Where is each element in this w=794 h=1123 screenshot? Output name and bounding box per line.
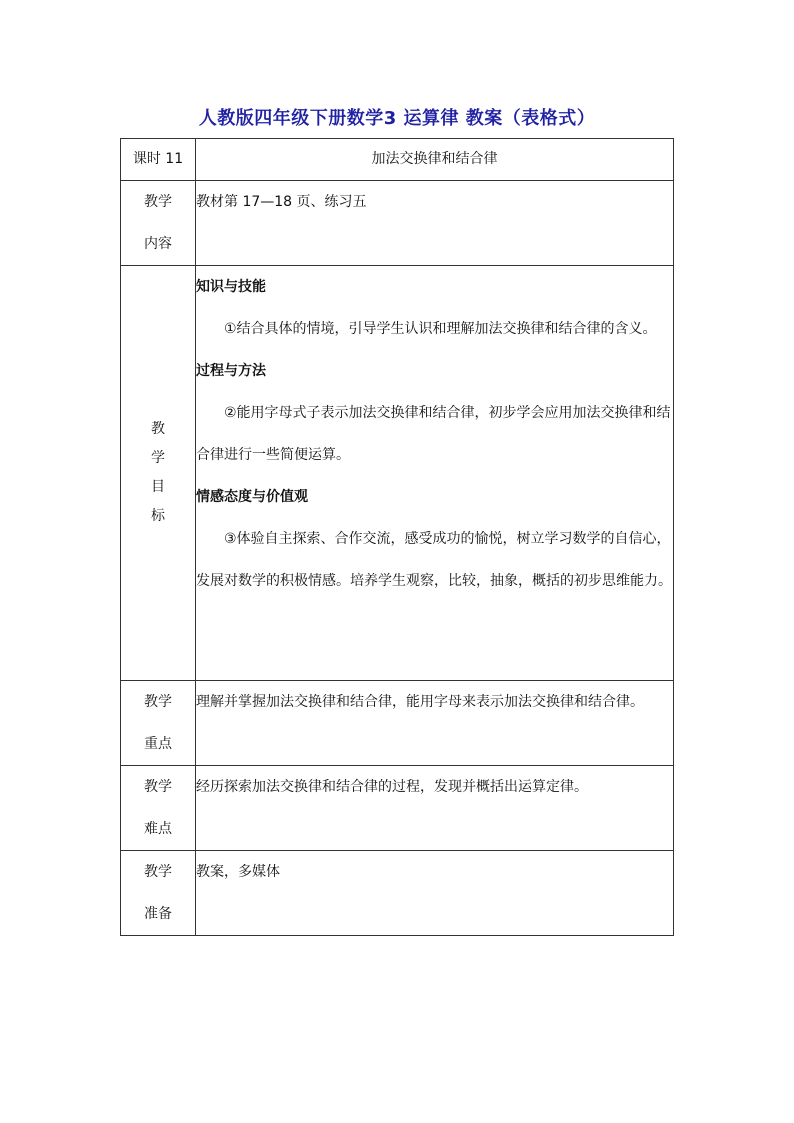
table-row-key-points [121, 681, 674, 766]
content-label-cell [121, 181, 196, 266]
preparation-text-cell: 教案，多媒体 [196, 851, 674, 936]
key-points-label-cell [121, 681, 196, 766]
knowledge-text: ①结合具体的情境，引导学生认识和理解加法交换律和结合律的含义。 [224, 321, 657, 337]
content-label-line1: 教学 [144, 194, 172, 210]
table-row-lesson [121, 139, 674, 181]
emotion-text: ③体验自主探索、合作交流，感受成功的愉悦，树立学习数学的自信心，发展对数学的积极情感。培养学生观察，比较，抽象，概括的初步思维能力。 [196, 531, 672, 589]
process-text: ②能用字母式子表示加法交换律和结合律，初步学会应用加法交换律和结合律进行一些简便运算。 [196, 405, 671, 463]
goals-label-char: 学 [151, 450, 165, 466]
difficulties-label-cell [121, 766, 196, 851]
content-text-cell: 教材第 17—18 页、练习五 [196, 181, 674, 266]
table-row-difficulties [121, 766, 674, 851]
difficulties-label-line2: 难点 [144, 821, 172, 837]
knowledge-heading: 知识与技能 [196, 279, 266, 295]
goals-label-cell [121, 266, 196, 681]
lesson-plan-table [120, 138, 674, 936]
content-label-line2: 内容 [144, 236, 172, 252]
key-points-text-cell: 理解并掌握加法交换律和结合律，能用字母来表示加法交换律和结合律。 [196, 681, 674, 766]
emotion-heading: 情感态度与价值观 [196, 489, 308, 505]
lesson-number-cell: 课时 11 [121, 139, 196, 181]
key-points-label-line2: 重点 [144, 736, 172, 752]
process-heading: 过程与方法 [196, 363, 266, 379]
table-row-content [121, 181, 674, 266]
table-row-goals [121, 266, 674, 681]
difficulties-text-cell: 经历探索加法交换律和结合律的过程，发现并概括出运算定律。 [196, 766, 674, 851]
table-row-preparation [121, 851, 674, 936]
page-title: 人教版四年级下册数学3 运算律 教案（表格式） [198, 108, 596, 129]
key-points-label-line1: 教学 [144, 694, 172, 710]
goals-label-char: 标 [151, 508, 165, 524]
lesson-topic-cell: 加法交换律和结合律 [196, 139, 674, 181]
goals-label-char: 教 [151, 421, 165, 437]
preparation-label-line2: 准备 [144, 906, 172, 922]
goals-content-cell [196, 266, 674, 681]
goals-label-char: 目 [151, 479, 165, 495]
preparation-label-cell [121, 851, 196, 936]
difficulties-label-line1: 教学 [144, 779, 172, 795]
preparation-label-line1: 教学 [144, 864, 172, 880]
